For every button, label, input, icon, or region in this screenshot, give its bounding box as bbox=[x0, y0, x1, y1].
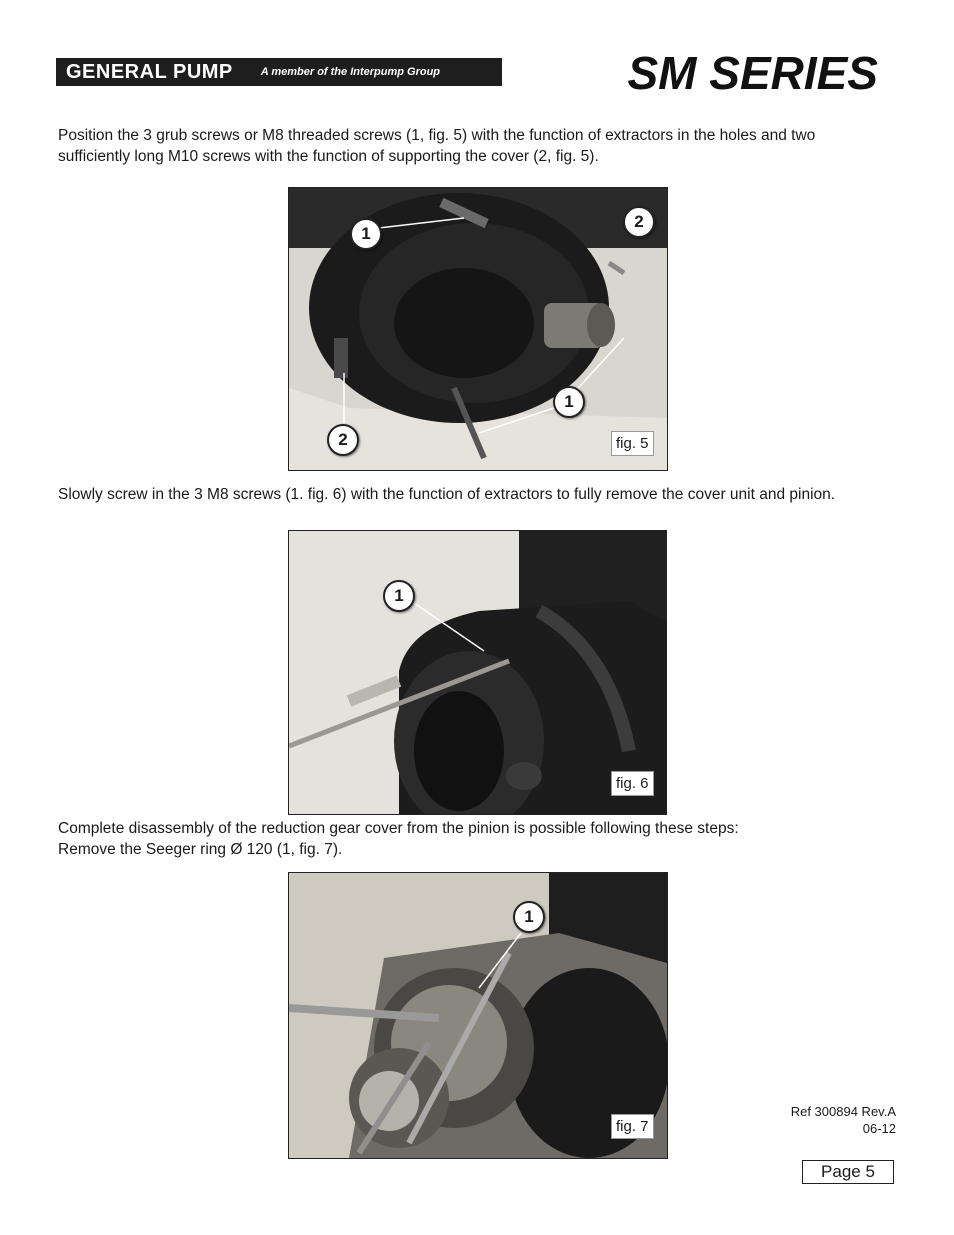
brand-name: GENERAL PUMP bbox=[66, 60, 233, 83]
figure-label: fig. 5 bbox=[611, 431, 654, 456]
figure-5-photo bbox=[288, 187, 668, 471]
callout-1: 1 bbox=[553, 386, 585, 418]
paragraph-text: Remove the Seeger ring Ø 120 (1, fig. 7). bbox=[58, 841, 343, 858]
brand-bar bbox=[56, 58, 502, 86]
reference-number: Ref 300894 Rev.A bbox=[790, 1104, 896, 1119]
callout-1: 1 bbox=[513, 901, 545, 933]
instruction-paragraph-1 bbox=[58, 125, 888, 167]
document-reference bbox=[791, 1103, 896, 1137]
series-title: SM SERIES bbox=[627, 47, 878, 99]
page-number: Page 5 bbox=[802, 1160, 894, 1184]
callout-2: 2 bbox=[623, 206, 655, 238]
paragraph-text: Slowly screw in the 3 M8 screws (1. fig. 6) with the function of extractors to fully remove the cover unit and pinion. bbox=[58, 486, 836, 503]
figure-7-photo bbox=[288, 872, 668, 1159]
brand-tagline: A member of the Interpump Group bbox=[260, 66, 441, 78]
revision-date: 06-12 bbox=[862, 1121, 896, 1136]
figure-6-photo bbox=[288, 530, 667, 815]
paragraph-text: Complete disassembly of the reduction gear cover from the pinion is possible following these steps: bbox=[58, 820, 739, 837]
paragraph-text: Position the 3 grub screws or M8 threaded screws (1, fig. 5) with the function of extractors in the holes and two sufficiently long M10 screws with the function of supporting the cover (2, fig. 5). bbox=[58, 127, 816, 165]
callout-1: 1 bbox=[383, 580, 415, 612]
instruction-paragraph-3 bbox=[58, 818, 888, 860]
callout-2: 2 bbox=[327, 424, 359, 456]
figure-6-image bbox=[289, 531, 666, 814]
instruction-paragraph-2 bbox=[58, 484, 888, 505]
callout-1: 1 bbox=[350, 218, 382, 250]
figure-label: fig. 6 bbox=[611, 771, 654, 796]
figure-label: fig. 7 bbox=[611, 1114, 654, 1139]
